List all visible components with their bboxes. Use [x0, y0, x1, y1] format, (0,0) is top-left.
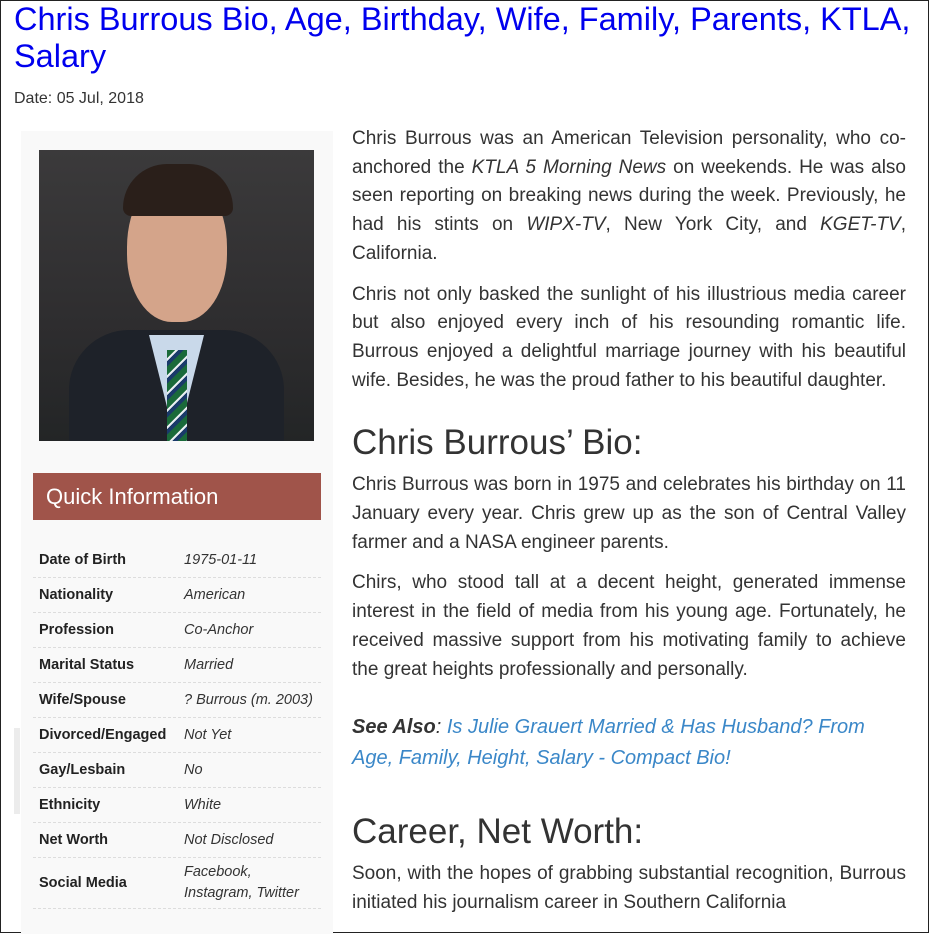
info-value: 1975-01-11	[184, 551, 258, 568]
section-heading-career: Career, Net Worth:	[352, 812, 644, 852]
quick-info-header: Quick Information	[33, 473, 321, 520]
info-value: Co-Anchor	[184, 621, 254, 638]
paragraph: Chris not only basked the sunlight of his illustrious media career but also enjoyed every inch of his resounding romantic life. Burrous enjoyed a delightful marriage journey with his beautiful wife. Besides, he was the proud father to his beautiful daughter.	[352, 283, 906, 391]
paragraph: Chirs, who stood tall at a decent height, generated immense interest in the field of media from his young age. Fortunately, he received massive support from his motivating family to achieve the great heights professionally and personally.	[352, 572, 906, 680]
info-value: Facebook, Instagram, Twitter	[184, 864, 299, 901]
info-row	[33, 788, 321, 823]
intro-paragraph: Chris Burrous was an American Television personality, who co-anchored the KTLA 5 Morning News on weekends. He was also seen reporting on breaking news during the week. Previously, he had his stints on WIPX-TV, New York City, and KGET-TV, California.	[352, 128, 906, 264]
info-label: Net Worth	[39, 832, 109, 848]
sidebar	[21, 131, 333, 934]
section-heading-bio: Chris Burrous’ Bio:	[352, 423, 643, 463]
info-value: Not Disclosed	[184, 831, 274, 848]
paragraph: Soon, with the hopes of grabbing substantial recognition, Burrous initiated his journalism career in Southern California	[352, 863, 906, 913]
info-row	[33, 578, 321, 613]
page-title: Chris Burrous Bio, Age, Birthday, Wife, Family, Parents, KTLA, Salary	[14, 1, 911, 74]
info-value: ? Burrous (m. 2003)	[184, 691, 313, 708]
info-row	[33, 613, 321, 648]
article-body	[352, 125, 906, 930]
paragraph: Chris Burrous was born in 1975 and celebrates his birthday on 11 January every year. Chris grew up as the son of Central Valley farmer and a NASA engineer parents.	[352, 474, 906, 553]
quick-info-table	[33, 543, 321, 909]
info-row	[33, 858, 321, 909]
info-label: Ethnicity	[39, 797, 101, 813]
info-label: Date of Birth	[39, 552, 126, 568]
profile-photo	[39, 150, 314, 441]
info-value: White	[184, 796, 222, 813]
info-value: Not Yet	[184, 726, 232, 743]
info-row	[33, 753, 321, 788]
scroll-indicator	[14, 728, 20, 814]
info-row	[33, 683, 321, 718]
info-label: Divorced/Engaged	[39, 727, 167, 743]
info-row	[33, 648, 321, 683]
post-date: Date: 05 Jul, 2018	[14, 90, 144, 107]
info-value: American	[184, 586, 246, 603]
info-label: Wife/Spouse	[39, 692, 126, 708]
see-also-link[interactable]: Is Julie Grauert Married & Has Husband? From Age, Family, Height, Salary - Compact Bio!	[352, 716, 865, 770]
info-label: Nationality	[39, 587, 114, 603]
info-label: Gay/Lesbain	[39, 762, 126, 778]
info-row	[33, 718, 321, 753]
info-label: Profession	[39, 622, 114, 638]
info-row	[33, 543, 321, 578]
info-value: No	[184, 761, 203, 778]
see-also: See Also: Is Julie Grauert Married & Has Husband? From Age, Family, Height, Salary - Compact Bio!	[352, 716, 865, 770]
info-value: Married	[184, 656, 234, 673]
info-label: Social Media	[39, 875, 127, 891]
info-label: Marital Status	[39, 657, 135, 673]
info-row	[33, 823, 321, 858]
